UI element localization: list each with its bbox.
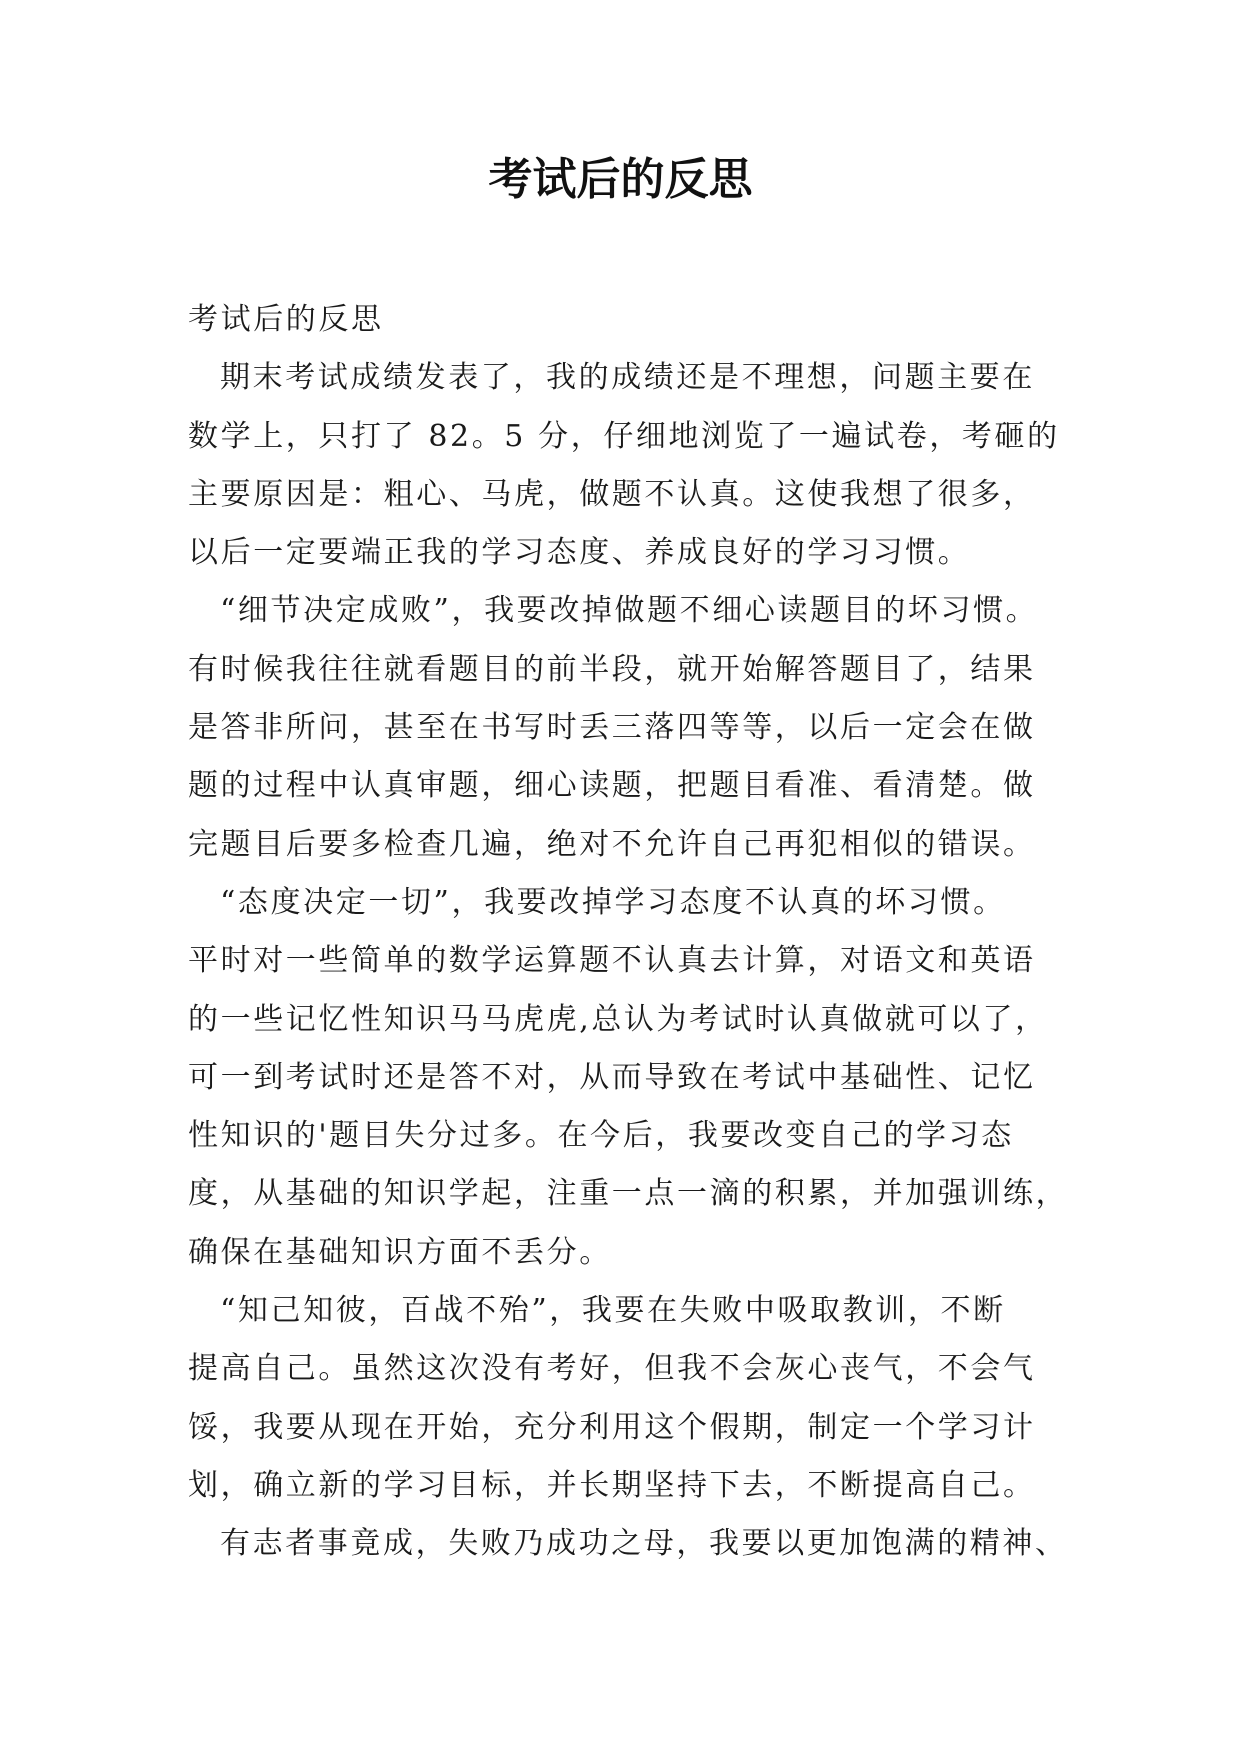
body-line: 度，从基础的知识学起，注重一点一滴的积累，并加强训练， — [188, 1176, 1069, 1212]
body-line: “态度决定一切”，我要改掉学习态度不认真的坏习惯。 — [220, 884, 1006, 920]
body-line: 提高自己。虽然这次没有考好，但我不会灰心丧气，不会气 — [188, 1351, 1036, 1387]
body-line: 是答非所问，甚至在书写时丢三落四等等，以后一定会在做 — [188, 710, 1036, 746]
body-line: 主要原因是：粗心、马虎，做题不认真。这使我想了很多， — [188, 476, 1036, 512]
document-title: 考试后的反思 — [488, 154, 753, 205]
body-line: 划，确立新的学习目标，并长期坚持下去，不断提高自己。 — [188, 1467, 1036, 1503]
body-line: 有志者事竟成，失败乃成功之母，我要以更加饱满的精神、 — [220, 1526, 1068, 1562]
body-line: 期末考试成绩发表了，我的成绩还是不理想，问题主要在 — [220, 360, 1035, 396]
body-line: 题的过程中认真审题，细心读题，把题目看准、看清楚。做 — [188, 768, 1036, 804]
body-line: 完题目后要多检查几遍，绝对不允许自己再犯相似的错误。 — [188, 826, 1036, 862]
body-line: 可一到考试时还是答不对，从而导致在考试中基础性、记忆 — [188, 1059, 1036, 1095]
document-body — [188, 291, 1069, 1574]
body-line: 平时对一些简单的数学运算题不认真去计算，对语文和英语 — [188, 943, 1036, 979]
body-line: 的一些记忆性知识马马虎虎,总认为考试时认真做就可以了， — [188, 1001, 1048, 1037]
body-line: 以后一定要端正我的学习态度、养成良好的学习习惯。 — [188, 535, 971, 571]
body-line: 确保在基础知识方面不丢分。 — [188, 1234, 612, 1270]
body-line: 数学上，只打了 82。5 分，仔细地浏览了一遍试卷，考砸的 — [188, 418, 1060, 454]
body-line: 馁，我要从现在开始，充分利用这个假期，制定一个学习计 — [188, 1409, 1036, 1445]
body-line: “知己知彼，百战不殆”，我要在失败中吸取教训，不断 — [220, 1293, 1006, 1329]
body-line: 有时候我往往就看题目的前半段，就开始解答题目了，结果 — [188, 651, 1036, 687]
body-line: “细节决定成败”，我要改掉做题不细心读题目的坏习惯。 — [220, 593, 1039, 629]
body-line-subtitle: 考试后的反思 — [188, 302, 384, 337]
body-line: 性知识的'题目失分过多。在今后，我要改变自己的学习态 — [188, 1118, 1014, 1154]
